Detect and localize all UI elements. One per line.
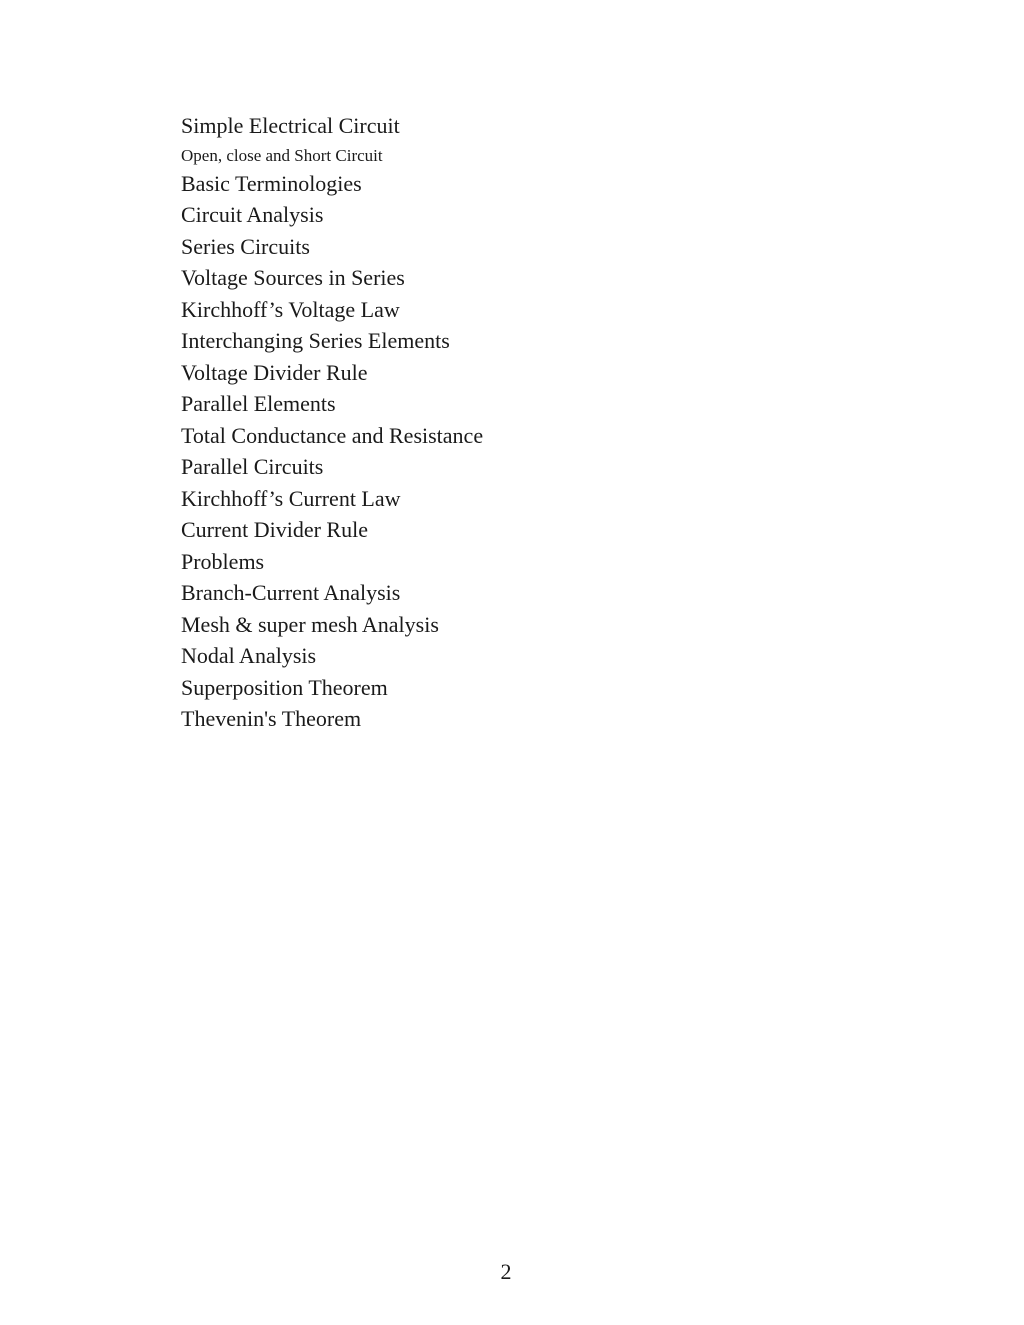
toc-item-title: Simple Electrical Circuit [181,113,400,138]
toc-item-title: Basic Terminologies [181,171,362,196]
toc-item [0,421,700,451]
toc-item-title: Superposition Theorem [181,675,388,700]
toc-item-title: Nodal Analysis [181,643,317,668]
toc-item [0,111,700,141]
toc-item-title: Parallel Circuits [181,454,324,479]
toc-item-title: Total Conductance and Resistance [181,423,484,448]
toc-item [0,295,700,325]
toc-item-title: Open, close and Short Circuit [181,146,383,165]
toc-item [0,263,700,293]
toc-item [0,704,700,734]
toc-item [0,169,700,199]
toc-item-title: Circuit Analysis [181,202,324,227]
toc-item-title: Voltage Divider Rule [181,360,368,385]
toc-item [0,452,700,482]
toc-item [0,641,700,671]
toc-item-title: Problems [181,549,265,574]
toc-item-title: Thevenin's Theorem [181,706,362,731]
toc-item [0,232,700,262]
toc-item-title: Kirchhoff’s Voltage Law [181,297,400,322]
toc-item-title: Voltage Sources in Series [181,265,405,290]
toc-item-title: Kirchhoff’s Current Law [181,486,401,511]
toc-item-title: Branch-Current Analysis [181,580,401,605]
toc-item [0,141,700,171]
toc-item-title: Series Circuits [181,234,310,259]
toc-item [0,358,700,388]
toc-item [0,547,700,577]
toc-item [0,610,700,640]
toc-item [0,578,700,608]
toc-item [0,673,700,703]
page-number: 2 [500,1259,512,1284]
toc-item [0,200,700,230]
toc-item [0,326,700,356]
toc-item-title: Parallel Elements [181,391,336,416]
toc-item [0,515,700,545]
toc-item [0,484,700,514]
toc-item-title: Interchanging Series Elements [181,328,450,353]
toc-item-title: Current Divider Rule [181,517,368,542]
toc-item-title: Mesh & super mesh Analysis [181,612,439,637]
toc-item [0,389,700,419]
